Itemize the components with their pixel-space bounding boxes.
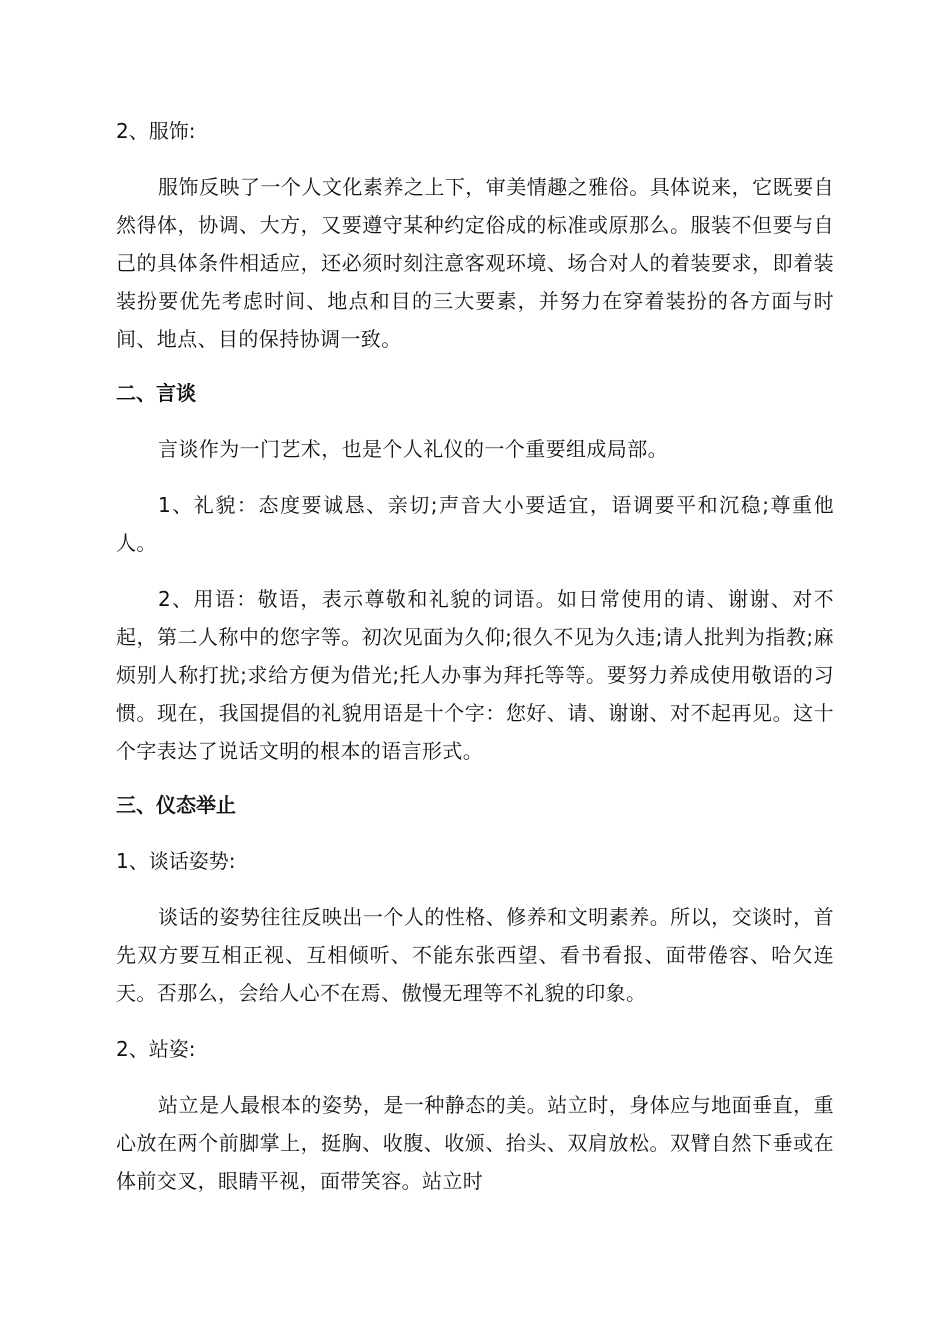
heading-speech: 二、言谈 bbox=[116, 381, 196, 405]
paragraph-politeness: 1、礼貌：态度要诚恳、亲切;声音大小要适宜，语调要平和沉稳;尊重他人。 bbox=[116, 493, 834, 555]
paragraph-clothing: 服饰反映了一个人文化素养之上下，审美情趣之雅俗。具体说来，它既要自然得体，协调、大方，又要遵守某种约定俗成的标准或原那么。服装不但要与自己的具体条件相适应，还必须时刻注意客观环境、场合对人的着装要求，即着装装扮要优先考虑时间、地点和目的三大要素，并努力在穿着装扮的各方面与时间、地点、目的保持协调一致。 bbox=[116, 175, 834, 351]
paragraph-speech-intro: 言谈作为一门艺术，也是个人礼仪的一个重要组成局部。 bbox=[158, 437, 668, 461]
subheading-standing-posture: 2、站姿: bbox=[116, 1037, 196, 1061]
document-page bbox=[116, 112, 834, 1200]
heading-deportment: 三、仪态举止 bbox=[116, 793, 236, 817]
paragraph-polite-words: 2、用语：敬语，表示尊敬和礼貌的词语。如日常使用的请、谢谢、对不起，第二人称中的您字等。初次见面为久仰;很久不见为久违;请人批判为指教;麻烦别人称打扰;求给方便为借光;托人办事为拜托等等。要努力养成使用敬语的习惯。现在，我国提倡的礼貌用语是十个字：您好、请、谢谢、对不起再见。这十个字表达了说话文明的根本的语言形式。 bbox=[116, 587, 834, 763]
paragraph-talking-posture: 谈话的姿势往往反映出一个人的性格、修养和文明素养。所以，交谈时，首先双方要互相正视、互相倾听、不能东张西望、看书看报、面带倦容、哈欠连天。否那么，会给人心不在焉、傲慢无理等不礼貌的印象。 bbox=[116, 905, 834, 1005]
subheading-talking-posture: 1、谈话姿势: bbox=[116, 849, 236, 873]
paragraph-standing-posture: 站立是人最根本的姿势，是一种静态的美。站立时，身体应与地面垂直，重心放在两个前脚掌上，挺胸、收腹、收颁、抬头、双肩放松。双臂自然下垂或在体前交叉，眼睛平视，面带笑容。站立时 bbox=[116, 1093, 834, 1193]
subheading-clothing: 2、服饰: bbox=[116, 119, 196, 143]
